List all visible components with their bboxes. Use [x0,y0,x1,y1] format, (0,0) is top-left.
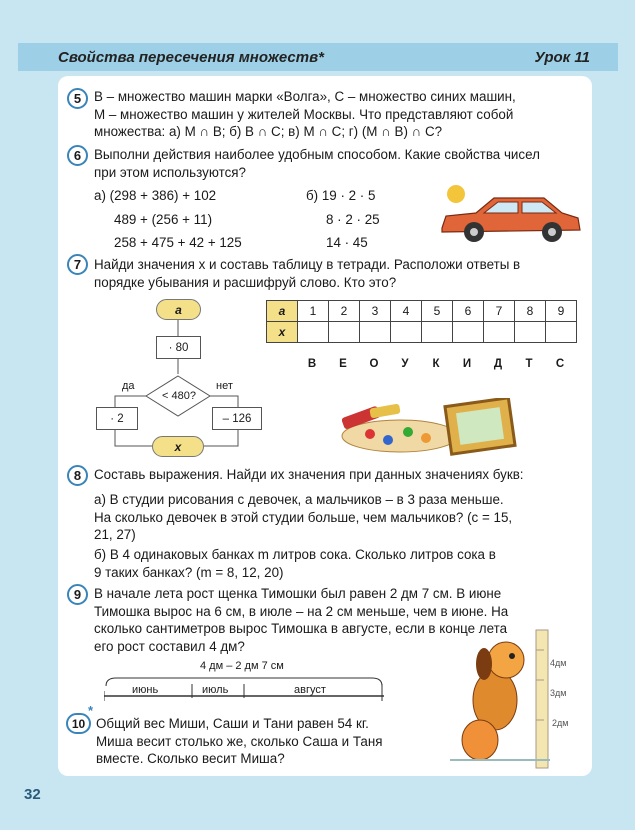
ex6-b2: 8 · 2 · 25 [326,212,380,227]
scale-3dm: 3дм [550,688,567,698]
ex5-line: В – множество машин марки «Волга», С – множество синих машин, [94,89,516,104]
cipher-letter: Д [493,358,503,370]
table-cell: 9 [546,301,577,322]
cipher-letter: У [401,358,409,370]
flow-condition: < 480? [162,390,196,402]
exercise-6-number: 6 [67,145,88,166]
values-table [266,300,577,343]
ex9-line: Тимошка вырос на 6 см, в июле – на 2 см меньше, чем в июне. На [94,603,509,619]
ex10-line: вместе. Сколько весит Миша? [96,751,285,766]
car-illustration [436,180,586,250]
table-cell [422,322,453,343]
table-cell: 2 [329,301,360,322]
ex8b-line: б) В 4 одинаковых банках m литров сока. Сколько литров сока в [94,547,496,562]
table-cell [484,322,515,343]
scale-2dm: 2дм [552,718,569,728]
exercise-10-number: 10 [66,713,91,734]
page-number: 32 [24,786,41,803]
table-cell [391,322,422,343]
paint-palette-illustration [330,398,530,456]
ex8a-line: 21, 27) [94,527,136,542]
ex10-line: Общий вес Миши, Саши и Тани равен 54 кг. [96,716,369,731]
cipher-letter: И [462,358,472,370]
scale-4dm: 4дм [550,658,567,668]
table-row-a [267,301,577,322]
segment-august: август [294,684,326,696]
lesson-header [18,43,618,71]
flow-start: a [156,299,201,320]
ex6-a2: 489 + (256 + 11) [114,212,213,227]
exercise-7-text [94,256,520,291]
table-cell: 4 [391,301,422,322]
cipher-letter: К [432,358,440,370]
flow-no-label: нет [216,380,233,392]
lesson-title: Свойства пересечения множеств* [58,48,324,66]
ex10-line: Миша весит столько же, сколько Саша и Таня [96,733,383,749]
table-cell [515,322,546,343]
cipher-letter: С [555,358,565,370]
ex5-line: множества: а) М ∩ В; б) В ∩ С; в) М ∩ С; г) (М ∩ В) ∩ С? [94,124,443,139]
table-cell: 1 [298,301,329,322]
table-cell [546,322,577,343]
ex8a-line: а) В студии рисования с девочек, а мальчиков – в 3 раза меньше. [94,492,504,507]
ex6-a1: а) (298 + 386) + 102 [94,188,217,203]
table-cell: 5 [422,301,453,322]
ex9-line: его рост составил 4 дм? [94,638,245,654]
segment-total-label: 4 дм – 2 дм 7 см [200,660,284,672]
ex6-a3: 258 + 475 + 42 + 125 [114,235,242,250]
exercise-8-text: Составь выражения. Найди их значения при данных значениях букв: [94,467,524,482]
ex6-line: Выполни действия наиболее удобным способом. Какие свойства чисел [94,147,540,162]
ex5-line: М – множество машин у жителей Москвы. Что представляют собой [94,106,514,122]
table-cell [360,322,391,343]
exercise-8-number: 8 [67,465,88,486]
table-cell [329,322,360,343]
flow-minus-126: – 126 [212,407,262,430]
segment-july: июль [202,684,229,696]
flow-end: x [152,436,204,457]
exercise-9-number: 9 [67,584,88,605]
cipher-letter: Е [339,358,347,370]
cipher-letter: В [307,358,317,370]
lesson-number: Урок 11 [534,48,590,66]
row-a-label: a [267,301,298,322]
exercise-5-number: 5 [67,88,88,109]
flow-multiply-80: · 80 [156,336,201,359]
cipher-letter: Т [525,358,533,370]
ex6-b3: 14 · 45 [326,235,368,250]
ex6-line: при этом используются? [94,164,246,180]
flow-multiply-2: · 2 [96,407,138,430]
table-cell: 7 [484,301,515,322]
table-row-x [267,322,577,343]
exercise-7-number: 7 [67,254,88,275]
exercise-8b [94,546,496,581]
table-cell: 6 [453,301,484,322]
ex8a-line: На сколько девочек в этой студии больше, чем мальчиков? (с = 15, [94,509,513,525]
ex9-line: сколько сантиметров вырос Тимошка в августе, если в конце лета [94,621,508,636]
cipher-letter: О [369,358,379,370]
sun-icon [447,185,465,203]
table-cell: 3 [360,301,391,322]
exercise-6-text [94,146,540,181]
row-x-label: x [267,322,298,343]
ex8b-line: 9 таких банках? (m = 8, 12, 20) [94,564,284,580]
flow-yes-label: да [122,380,135,392]
segment-june: июнь [132,684,159,696]
exercise-10-star: * [88,703,94,718]
table-cell [298,322,329,343]
table-cell [453,322,484,343]
ex9-line: В начале лета рост щенка Тимошки был равен 2 дм 7 см. В июне [94,586,502,601]
ex7-line: Найди значения x и составь таблицу в тетради. Расположи ответы в [94,257,521,272]
exercise-10-text [96,715,383,768]
exercise-8a [94,491,512,544]
table-cell: 8 [515,301,546,322]
exercise-5-text [94,88,516,141]
ex7-line: порядке убывания и расшифруй слово. Кто это? [94,274,397,290]
ex6-b1: б) 19 · 2 · 5 [306,188,376,203]
